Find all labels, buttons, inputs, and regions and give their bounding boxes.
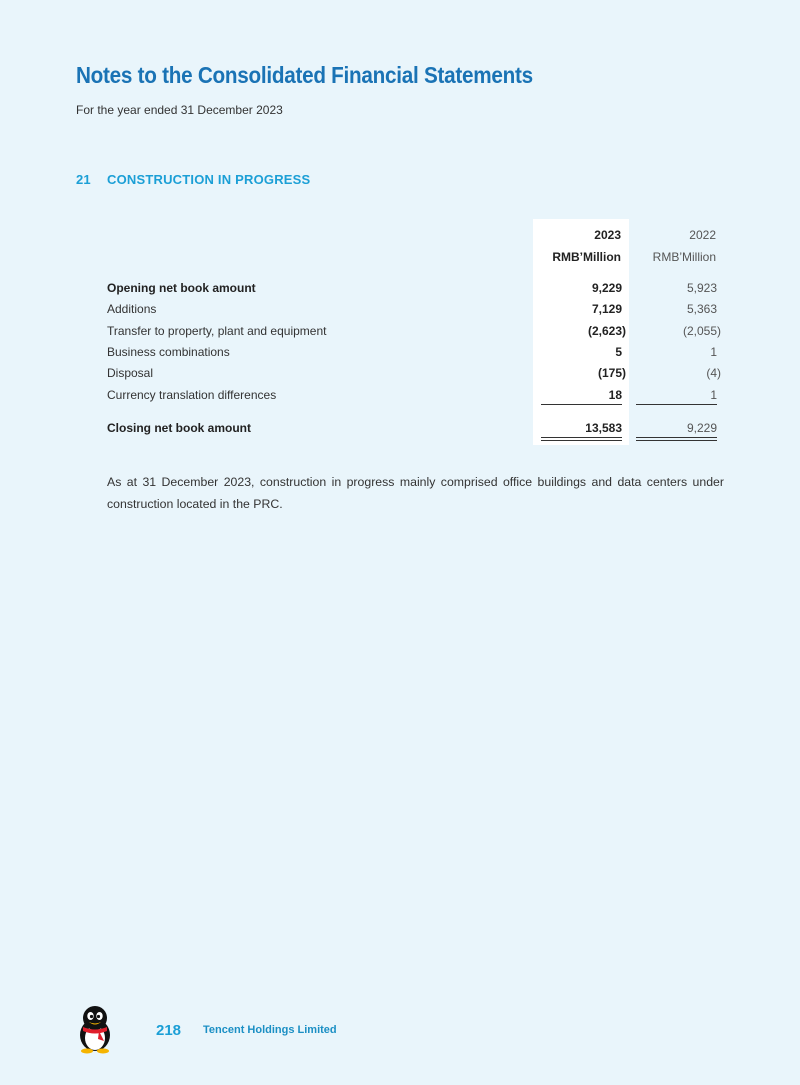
value-2022: 5,923: [686, 281, 717, 295]
value-2022: 1: [710, 345, 717, 359]
value-2022: (4): [706, 366, 721, 380]
total-value-2023: 13,583: [585, 421, 622, 435]
value-2023: (2,623): [587, 324, 626, 338]
section-number: 21: [76, 172, 91, 187]
company-name: Tencent Holdings Limited: [203, 1024, 337, 1036]
table-row: [0, 345, 800, 363]
value-2022: (2,055): [682, 324, 721, 338]
page-number: 218: [156, 1022, 182, 1039]
row-label: Disposal: [107, 366, 154, 380]
value-2023: (175): [597, 366, 626, 380]
page-title: Notes to the Consolidated Financial Statements: [76, 62, 533, 88]
value-2022: 1: [710, 388, 717, 402]
total-value-2022: 9,229: [686, 421, 717, 435]
value-2023: 5: [615, 345, 622, 359]
row-label: Transfer to property, plant and equipment: [107, 324, 327, 338]
table-row: [0, 302, 800, 320]
value-2023: 7,129: [591, 302, 622, 316]
subtotal-rule-2023: [541, 404, 622, 405]
row-label: Business combinations: [107, 345, 230, 359]
value-2022: 5,363: [686, 302, 717, 316]
section-heading: [76, 172, 310, 187]
table-row: [0, 366, 800, 384]
total-double-rule-2023: [541, 437, 622, 441]
total-label: Closing net book amount: [107, 421, 251, 435]
row-label: Opening net book amount: [107, 281, 256, 295]
total-double-rule-2022: [636, 437, 717, 441]
value-2023: 9,229: [591, 281, 622, 295]
column-year-2023: 2023: [594, 228, 621, 242]
subtotal-rule-2022: [636, 404, 717, 405]
note-paragraph: As at 31 December 2023, construction in progress mainly comprised office buildings and data centers under construction located in the PRC.: [107, 475, 724, 511]
column-unit-2022: RMB’Million: [652, 250, 716, 264]
row-label: Currency translation differences: [107, 388, 277, 402]
column-year-2022: 2022: [689, 228, 716, 242]
value-2023: 18: [608, 388, 622, 402]
penguin-logo-icon: [74, 1004, 116, 1054]
table-row: [0, 324, 800, 342]
column-unit-2023: RMB’Million: [552, 250, 621, 264]
section-title: CONSTRUCTION IN PROGRESS: [107, 172, 311, 187]
row-label: Additions: [107, 302, 157, 316]
table-row: [0, 281, 800, 299]
page-subtitle: For the year ended 31 December 2023: [76, 103, 283, 117]
